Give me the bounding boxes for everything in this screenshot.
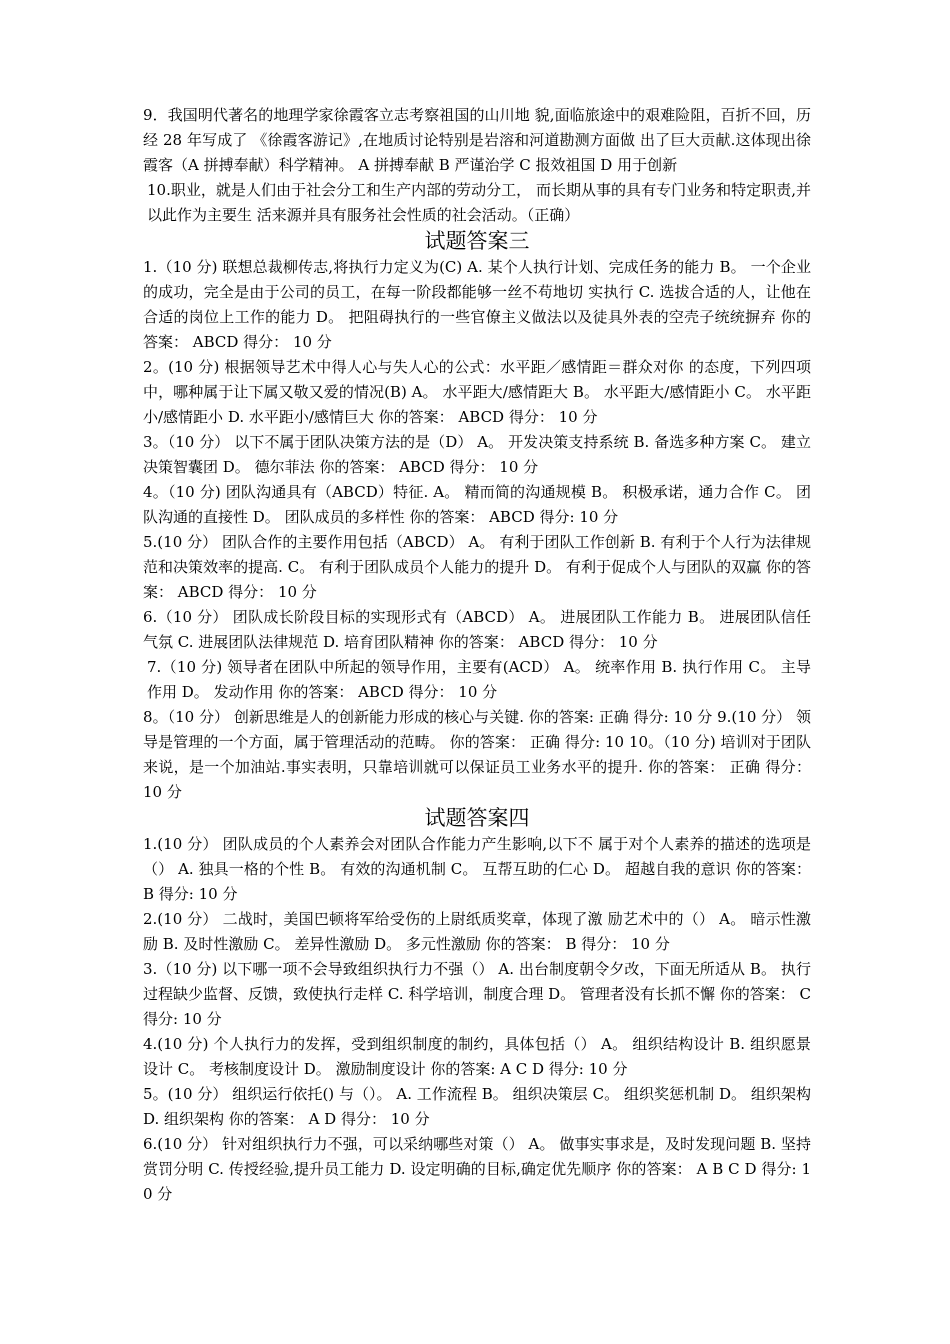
s3-question-2: 2。(10 分) 根据领导艺术中得人心与失人心的公式：水平距／感情距＝群众对你 的态度，下列四项中，哪种属于让下属又敬又爱的情况(B) A。 水平距大/感情距大 B。 水平距大/感情距小 C。 水平距小/感情距小 D. 水平距小/感情巨大 你的答案： ABCD 得分： 10 分: [143, 358, 811, 426]
document-page: [143, 103, 811, 1207]
section-4-title: 试题答案四: [424, 806, 530, 830]
s3-question-7: 7.（10 分) 领导者在团队中所起的领导作用，主要有(ACD） A。 统率作用 B. 执行作用 C。 主导作用 D。 发动作用 你的答案： ABCD 得分： 10 分: [147, 658, 811, 701]
s3-question-6: 6.（10 分） 团队成长阶段目标的实现形式有（ABCD） A。 进展团队工作能力 B。 进展团队信任气氛 C. 进展团队法律规范 D. 培育团队精神 你的答案： ABCD 得分： 10 分: [143, 608, 811, 651]
s4-question-1: 1.(10 分） 团队成员的个人素养会对团队合作能力产生影响,以下不 属于对个人素养的描述的选项是（） A. 独具一格的个性 B。 有效的沟通机制 C。 互帮互助的仁心 D。 超越自我的意识 你的答案： B 得分: 10 分: [143, 835, 811, 903]
s4-question-6: 6.(10 分） 针对组织执行力不强，可以采纳哪些对策（） A。 做事实事求是，及时发现问题 B. 坚持赏罚分明 C. 传授经验,提升员工能力 D. 设定明确的目标,确定优先顺序 你的答案： A B C D 得分: 10 分: [143, 1135, 811, 1203]
s3-question-3: 3。（10 分） 以下不属于团队决策方法的是（D） A。 开发决策支持系统 B. 备选多种方案 C。 建立决策智囊团 D。 德尔菲法 你的答案： ABCD 得分： 10 分: [143, 433, 811, 476]
s3-question-8-10: 8。（10 分） 创新思维是人的创新能力形成的核心与关键. 你的答案: 正确 得分: 10 分 9.(10 分） 领导是管理的一个方面，属于管理活动的范畴。 你的答案： 正确 得分: 10 10。（10 分) 培训对于团队来说，是一个加油站.事实表明，只靠培训就可以保证员工业务水平的提升. 你的答案： 正确 得分： 10 分: [143, 708, 811, 801]
s3-question-1: 1.（10 分) 联想总裁柳传志,将执行力定义为(C) A. 某个人执行计划、完成任务的能力 B。 一个企业的成功，完全是由于公司的员工，在每一阶段都能够一丝不苟地切 实执行 C. 选拔合适的人，让他在合适的岗位上工作的能力 D。 把阻碍执行的一些官僚主义做法以及徒具外表的空壳子统统摒弃 你的答案： ABCD 得分： 10 分: [143, 258, 811, 351]
s4-question-3: 3.（10 分) 以下哪一项不会导致组织执行力不强（） A. 出台制度朝令夕改，下面无所适从 B。 执行过程缺少监督、反馈，致使执行走样 C. 科学培训，制度合理 D。 管理者没有长抓不懈 你的答案： C 得分: 10 分: [143, 960, 811, 1028]
s4-question-2: 2.(10 分） 二战时，美国巴顿将军给受伤的上尉纸质奖章，体现了激 励艺术中的（） A。 暗示性激励 B. 及时性激励 C。 差异性激励 D。 多元性激励 你的答案： B 得分： 10 分: [143, 910, 811, 953]
question-9: 9．我国明代著名的地理学家徐霞客立志考察祖国的山川地 貌,面临旅途中的艰难险阻，百折不回，历经 28 年写成了 《徐霞客游记》,在地质讨论特别是岩溶和河道勘测方面做 出了巨大贡献.这体现出徐霞客（A 拼搏奉献）科学精神。 A 拼搏奉献 B 严谨治学 C 报效祖国 D 用于创新: [143, 106, 811, 174]
s3-question-5: 5.(10 分） 团队合作的主要作用包括（ABCD） A。 有利于团队工作创新 B. 有利于个人行为法律规范和决策效率的提高. C。 有利于团队成员个人能力的提升 D。 有利于促成个人与团队的双赢 你的答案： ABCD 得分： 10 分: [143, 533, 811, 601]
section-3-title: 试题答案三: [424, 229, 530, 253]
question-10: 10.职业，就是人们由于社会分工和生产内部的劳动分工， 而长期从事的具有专门业务和特定职责,并以此作为主要生 活来源并具有服务社会性质的社会活动。（正确）: [147, 181, 811, 224]
s4-question-4: 4.(10 分) 个人执行力的发挥，受到组织制度的制约，具体包括（） A。 组织结构设计 B. 组织愿景设计 C。 考核制度设计 D。 激励制度设计 你的答案: A C D 得分: 10 分: [143, 1035, 811, 1078]
s3-question-4: 4。（10 分) 团队沟通具有（ABCD）特征. A。 精而简的沟通规模 B。 积极承诺，通力合作 C。 团队沟通的直接性 D。 团队成员的多样性 你的答案： ABCD 得分: 10 分: [143, 483, 811, 526]
s4-question-5: 5。(10 分） 组织运行依托() 与（）。 A. 工作流程 B。 组织决策层 C。 组织奖惩机制 D。 组织架构 D. 组织架构 你的答案： A D 得分： 10 分: [143, 1085, 811, 1128]
